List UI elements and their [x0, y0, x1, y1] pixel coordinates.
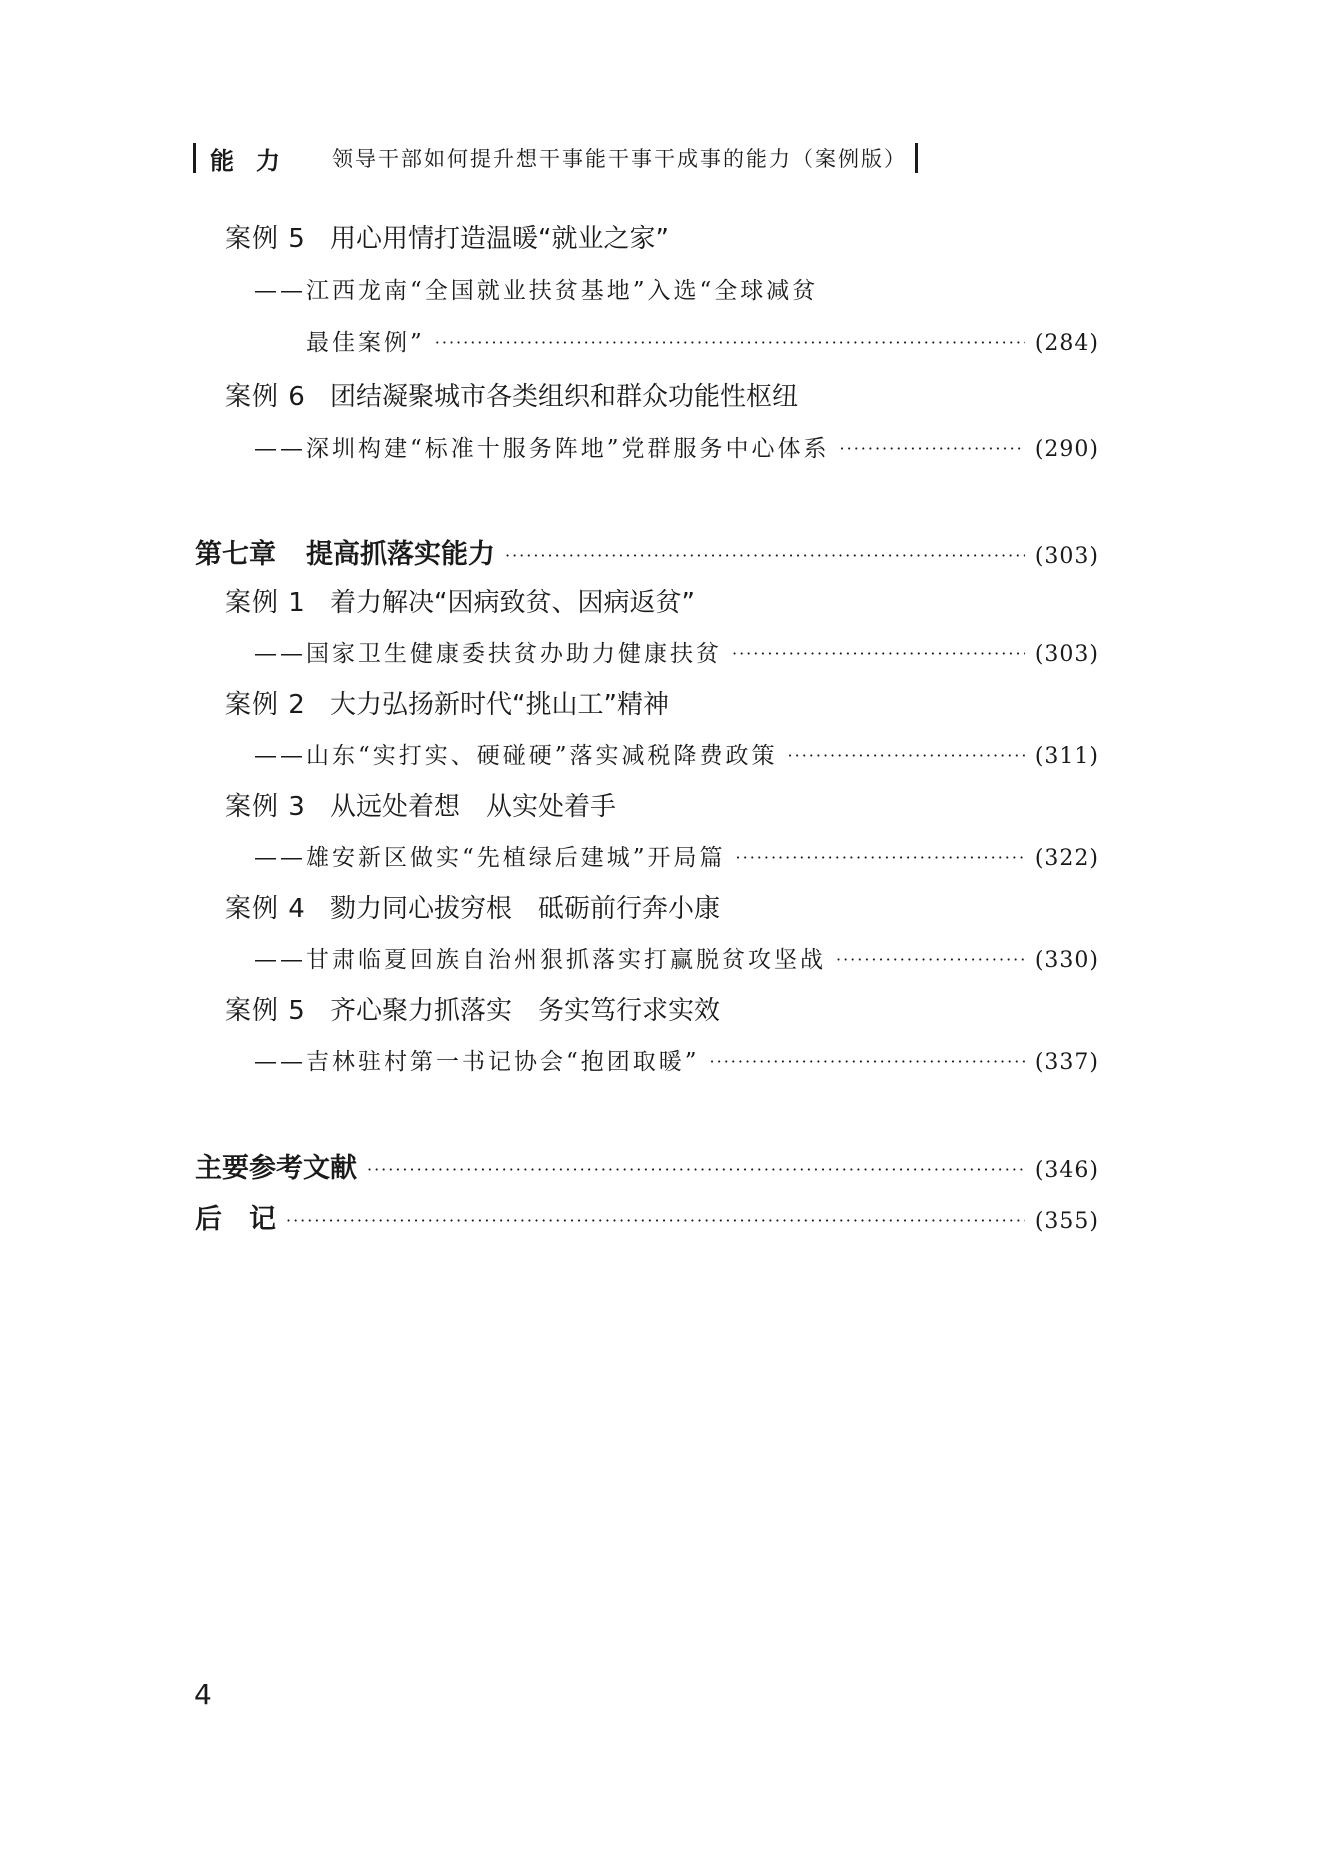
case-title-text: 用心用情打造温暖“就业之家”: [330, 224, 669, 254]
case-title-text: 勠力同心拔穷根 砥砺前行奔小康: [330, 894, 721, 924]
toc-case-subtitle[interactable]: [254, 1043, 1099, 1076]
case-subtitle-text: ——江西龙南“全国就业扶贫基地”入选“全球减贫: [254, 278, 819, 304]
header-book-title: 领导干部如何提升想干事能干事干成事的能力（案例版）: [332, 147, 907, 171]
page-number: (284): [1034, 331, 1099, 356]
toc-case-subtitle[interactable]: [254, 737, 1099, 770]
toc-case-title[interactable]: [225, 376, 1099, 413]
toc-case-title[interactable]: [225, 684, 1099, 721]
case-label: 案例 5: [225, 224, 306, 254]
case-label: 案例 1: [225, 588, 306, 618]
toc-case-title[interactable]: [225, 582, 1099, 619]
page-number: (337): [1034, 1050, 1099, 1075]
page-number: (311): [1034, 744, 1099, 769]
leader-dots: [435, 333, 1025, 352]
leader-dots: [736, 848, 1025, 867]
case-title-text: 齐心聚力抓落实 务实笃行求实效: [330, 996, 721, 1026]
case-title-text: 着力解决“因病致贫、因病返贫”: [330, 588, 695, 618]
case-subtitle-text: ——甘肃临夏回族自治州狠抓落实打赢脱贫攻坚战: [254, 947, 826, 973]
toc-case-title[interactable]: [225, 990, 1099, 1027]
toc-afterword[interactable]: [195, 1197, 1099, 1236]
toc-references[interactable]: [195, 1146, 1099, 1185]
toc-case-subtitle: [254, 272, 1099, 305]
case-subtitle-text: 最佳案例”: [306, 330, 425, 356]
case-subtitle-text: ——雄安新区做实“先植绿后建城”开局篇: [254, 845, 726, 871]
page-number: (346): [1034, 1158, 1099, 1183]
references-title: 主要参考文献: [195, 1153, 357, 1184]
page-number: (290): [1034, 437, 1099, 462]
page-folio-number: 4: [194, 1678, 212, 1711]
case-subtitle-text: ——国家卫生健康委扶贫办助力健康扶贫: [254, 641, 722, 667]
leader-dots: [788, 746, 1025, 765]
toc-case-subtitle[interactable]: [254, 839, 1099, 872]
toc-case-subtitle[interactable]: [254, 941, 1099, 974]
case-label: 案例 6: [225, 382, 306, 412]
afterword-title: 后 记: [195, 1204, 276, 1235]
leader-dots: [367, 1160, 1025, 1179]
toc-case-title[interactable]: [225, 786, 1099, 823]
case-subtitle-text: ——深圳构建“标准十服务阵地”党群服务中心体系: [254, 436, 830, 462]
header-short-title: 能力: [210, 146, 302, 175]
case-subtitle-text: ——吉林驻村第一书记协会“抱团取暖”: [254, 1049, 700, 1075]
leader-dots: [836, 950, 1025, 969]
page-number: (303): [1034, 642, 1099, 667]
toc-case-subtitle[interactable]: [254, 430, 1099, 463]
page-number: (330): [1034, 948, 1099, 973]
toc-case-subtitle[interactable]: [254, 635, 1099, 668]
leader-dots: [840, 439, 1025, 458]
case-title-text: 从远处着想 从实处着手: [330, 792, 617, 822]
chapter-number: 第七章: [195, 539, 276, 570]
chapter-title: 提高抓落实能力: [306, 539, 495, 570]
case-subtitle-text: ——山东“实打实、硬碰硬”落实减税降费政策: [254, 743, 778, 769]
case-label: 案例 5: [225, 996, 306, 1026]
leader-dots: [505, 546, 1025, 565]
case-title-text: 大力弘扬新时代“挑山工”精神: [330, 690, 669, 720]
toc-case-subtitle-continued[interactable]: [306, 324, 1099, 357]
case-title-text: 团结凝聚城市各类组织和群众功能性枢纽: [330, 382, 799, 412]
page-number: (322): [1034, 846, 1099, 871]
case-label: 案例 4: [225, 894, 306, 924]
toc-case-title[interactable]: [225, 218, 1099, 255]
toc-chapter-heading[interactable]: [195, 532, 1099, 571]
case-label: 案例 2: [225, 690, 306, 720]
case-label: 案例 3: [225, 792, 306, 822]
page-number: (355): [1034, 1209, 1099, 1234]
toc-case-title[interactable]: [225, 888, 1099, 925]
leader-dots: [710, 1052, 1025, 1071]
page-number: (303): [1034, 544, 1099, 569]
leader-dots: [732, 644, 1025, 663]
leader-dots: [286, 1211, 1025, 1230]
